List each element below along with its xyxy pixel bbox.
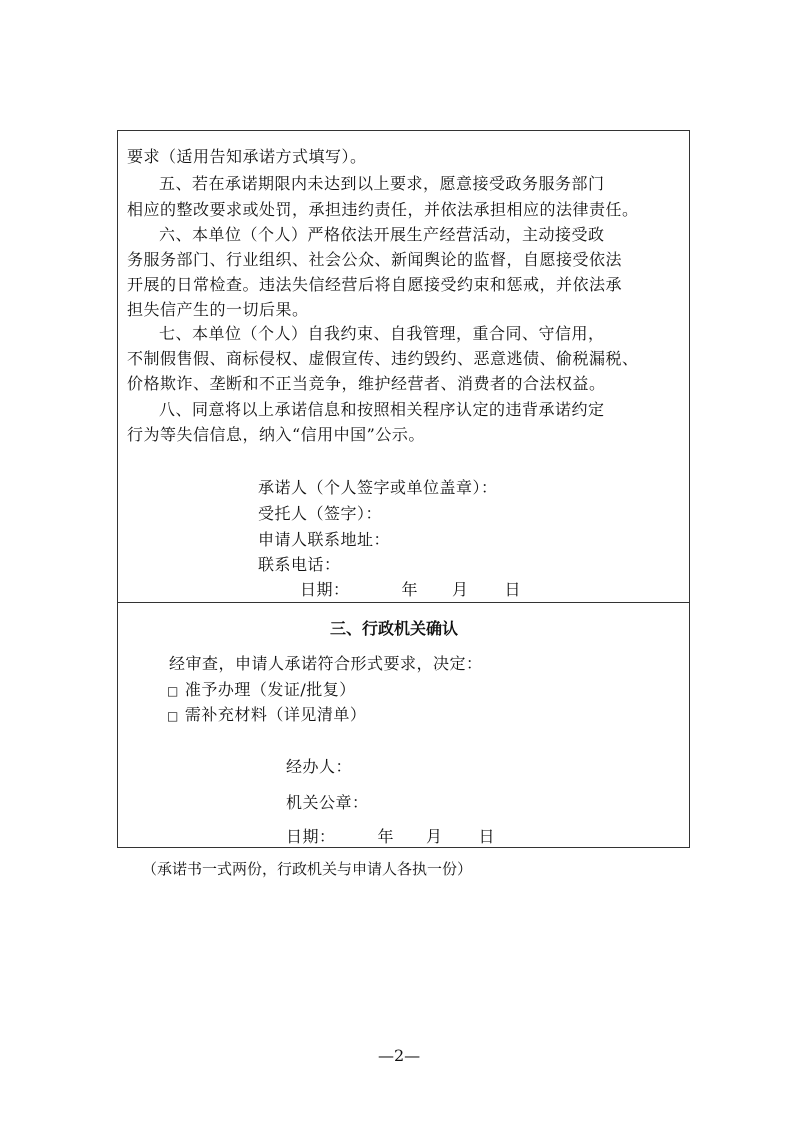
trustee-signature-label: 受托人（签字）： (258, 504, 383, 523)
signature-date-label: 日期： (300, 580, 350, 599)
clause-5-line-2: 相应的整改要求或处罚，承担违约责任，并依法承担相应的法律责任。 (127, 200, 639, 219)
copies-footnote: （承诺书一式两份，行政机关与申请人各执一份） (142, 860, 473, 878)
clause-7-line-1: 七、本单位（个人）自我约束、自我管理，重合同、守信用， (159, 324, 605, 343)
clause-8-line-1: 八、同意将以上承诺信息和按照相关程序认定的违背承诺约定 (159, 400, 605, 419)
clause-6-line-1: 六、本单位（个人）严格依法开展生产经营活动，主动接受政 (159, 225, 605, 244)
confirmation-date-row (286, 827, 495, 847)
signature-date-year: 年 (401, 580, 419, 599)
confirmation-intro: 经审查，申请人承诺符合形式要求，决定： (169, 654, 483, 673)
signature-date-day: 日 (504, 580, 522, 599)
confirmation-date-month: 月 (426, 827, 443, 846)
clause-8-line-2: 行为等失信信息，纳入“信用中国”公示。 (127, 425, 425, 444)
approve-checkbox[interactable]: □ (167, 684, 179, 698)
contact-phone-label: 联系电话： (258, 555, 341, 574)
signature-date-row (300, 580, 521, 600)
clause-6-line-2: 务服务部门、行业组织、社会公众、新闻舆论的监督，自愿接受依法 (127, 250, 623, 269)
confirmation-date-day: 日 (478, 827, 496, 846)
signature-date-month: 月 (452, 580, 469, 599)
clause-6-line-3: 开展的日常检查。违法失信经营后将自愿接受约束和惩戒，并依法承 (127, 275, 623, 294)
option-approve-label: 准予办理（发证/批复） (184, 680, 356, 699)
handler-label: 经办人： (286, 757, 353, 776)
agency-seal-label: 机关公章： (286, 793, 369, 812)
clause-7-line-2: 不制假售假、商标侵权、虚假宣传、违约毁约、恶意逃债、偷税漏税、 (127, 349, 639, 368)
confirmation-section-title: 三、行政机关确认 (330, 619, 459, 638)
supplement-checkbox[interactable]: □ (167, 709, 179, 723)
confirmation-date-label: 日期： (286, 827, 336, 846)
confirmation-date-year: 年 (377, 827, 395, 846)
clause-5-line-1: 五、若在承诺期限内未达到以上要求，愿意接受政务服务部门 (159, 174, 605, 193)
clause-6-line-4: 担失信产生的一切后果。 (127, 300, 309, 319)
clause-text-line: 要求（适用告知承诺方式填写）。 (127, 147, 367, 166)
promisor-signature-label: 承诺人（个人签字或单位盖章）： (258, 478, 498, 497)
page-number: —2— (378, 1046, 421, 1065)
applicant-address-label: 申请人联系地址： (258, 530, 391, 549)
option-supplement-row (167, 705, 366, 726)
option-approve-row (167, 680, 356, 701)
option-supplement-label: 需补充材料（详见清单） (184, 705, 367, 724)
clause-7-line-3: 价格欺诈、垄断和不正当竞争，维护经营者、消费者的合法权益。 (127, 374, 606, 393)
